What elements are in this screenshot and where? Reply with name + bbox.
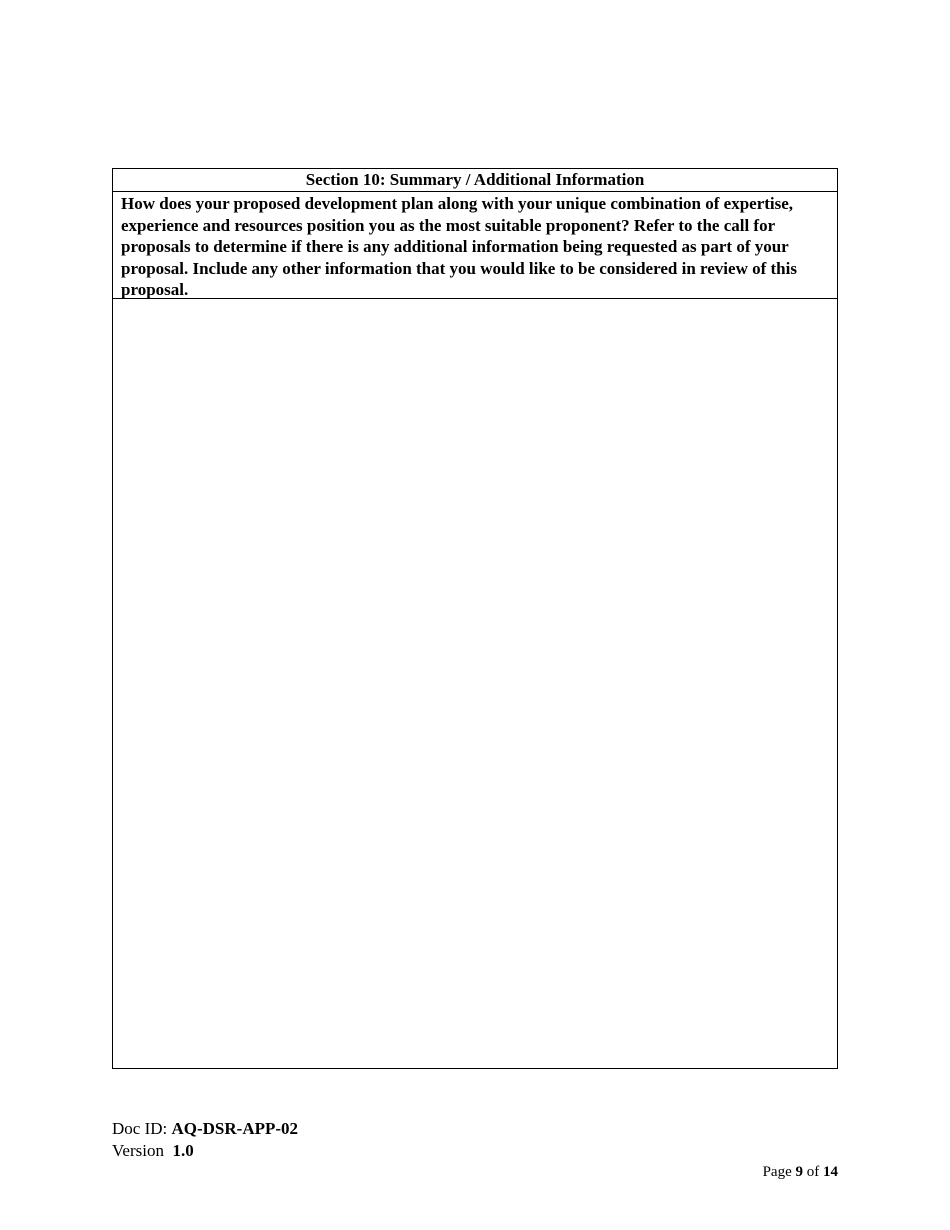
of-label: of [803, 1164, 823, 1180]
version-line [112, 1140, 298, 1162]
version-label: Version [112, 1141, 173, 1160]
section-10-table [112, 168, 838, 1069]
section-prompt: How does your proposed development plan along with your unique combination of expertise, experience and resources position you as the most suitable proponent? Refer to the call for proposals to determine if there is any additional information being requested as part of your proposal. Include any other information that you would like to be considered in review of this proposal. [113, 192, 837, 299]
current-page: 9 [795, 1164, 803, 1180]
page-label: Page [762, 1164, 796, 1180]
answer-field[interactable] [113, 299, 837, 1068]
document-footer [112, 1118, 298, 1162]
section-title: Section 10: Summary / Additional Information [113, 169, 837, 192]
doc-id-value: AQ-DSR-APP-02 [171, 1119, 299, 1138]
page-number [763, 1162, 838, 1182]
version-value: 1.0 [172, 1141, 194, 1160]
doc-id-line [112, 1118, 298, 1140]
total-pages: 14 [823, 1164, 838, 1180]
doc-id-label: Doc ID: [112, 1119, 172, 1138]
